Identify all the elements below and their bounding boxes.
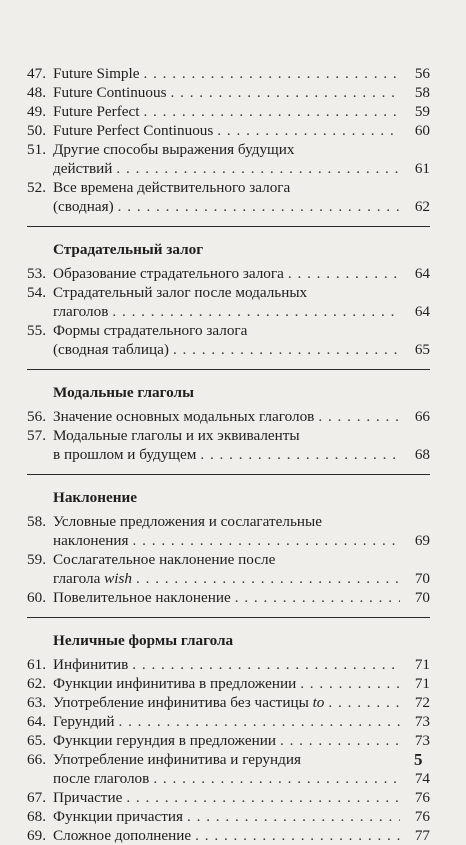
toc-entry bbox=[27, 750, 430, 788]
entry-title: Future Simple bbox=[53, 65, 140, 82]
entry-number: 52. bbox=[27, 179, 46, 196]
entry-number: 56. bbox=[27, 408, 46, 425]
entry-number: 69. bbox=[27, 827, 46, 844]
entry-number: 47. bbox=[27, 65, 46, 82]
toc-entry bbox=[27, 407, 430, 426]
toc-entry bbox=[27, 426, 430, 464]
section-heading: Страдательный залог bbox=[27, 226, 430, 259]
entry-page: 66 bbox=[414, 408, 430, 425]
section-heading: Модальные глаголы bbox=[27, 369, 430, 402]
toc-entry bbox=[27, 674, 430, 693]
toc-entry bbox=[27, 693, 430, 712]
entry-number: 57. bbox=[27, 427, 46, 444]
dot-leader bbox=[153, 769, 400, 788]
entry-number: 54. bbox=[27, 284, 46, 301]
entry-page: 76 bbox=[414, 808, 430, 825]
entry-title: Страдательный залог после модальных bbox=[53, 284, 308, 301]
toc-entry bbox=[27, 655, 430, 674]
dot-leader bbox=[126, 788, 400, 807]
dot-leader bbox=[318, 407, 400, 426]
toc-entry bbox=[27, 807, 430, 826]
title-text: Употребление инфинитива без частицы bbox=[53, 694, 313, 711]
entry-number: 65. bbox=[27, 732, 46, 749]
entry-page: 73 bbox=[414, 732, 430, 749]
dot-leader bbox=[328, 693, 400, 712]
entry-page: 71 bbox=[414, 656, 430, 673]
page-number: 5 bbox=[414, 750, 423, 769]
toc-entry bbox=[27, 121, 430, 140]
entry-title-cont bbox=[53, 569, 132, 588]
dot-leader bbox=[300, 674, 400, 693]
toc-entry bbox=[27, 102, 430, 121]
dot-leader bbox=[217, 121, 400, 140]
title-italic: to bbox=[312, 694, 325, 711]
entry-page: 71 bbox=[414, 675, 430, 692]
entry-number: 64. bbox=[27, 713, 46, 730]
table-of-contents bbox=[27, 64, 430, 845]
entry-number: 60. bbox=[27, 589, 46, 606]
entry-number: 53. bbox=[27, 265, 46, 282]
entry-page: 77 bbox=[414, 827, 430, 844]
entry-number: 51. bbox=[27, 141, 46, 158]
toc-entry bbox=[27, 588, 430, 607]
entry-title: Значение основных модальных глаголов bbox=[53, 408, 315, 425]
dot-leader bbox=[173, 340, 400, 359]
toc-entry bbox=[27, 321, 430, 359]
dot-leader bbox=[235, 588, 400, 607]
toc-entry bbox=[27, 788, 430, 807]
toc-entry bbox=[27, 264, 430, 283]
entry-title bbox=[53, 693, 324, 712]
toc-entry bbox=[27, 64, 430, 83]
dot-leader bbox=[143, 102, 400, 121]
entry-number: 49. bbox=[27, 103, 46, 120]
dot-leader bbox=[143, 64, 400, 83]
dot-leader bbox=[187, 807, 400, 826]
dot-leader bbox=[195, 826, 400, 845]
dot-leader bbox=[133, 531, 400, 550]
entry-title-cont: (сводная) bbox=[53, 198, 114, 215]
entry-page: 76 bbox=[414, 789, 430, 806]
dot-leader bbox=[288, 264, 400, 283]
entry-number: 50. bbox=[27, 122, 46, 139]
dot-leader bbox=[116, 159, 400, 178]
section-heading: Неличные формы глагола bbox=[27, 617, 430, 650]
entry-title: Другие способы выражения будущих bbox=[53, 141, 295, 158]
toc-entry bbox=[27, 512, 430, 550]
entry-title-cont: действий bbox=[53, 160, 113, 177]
dot-leader bbox=[171, 83, 401, 102]
toc-entry bbox=[27, 178, 430, 216]
entry-number: 55. bbox=[27, 322, 46, 339]
title-text: глагола bbox=[53, 570, 105, 587]
entry-title: Образование страдательного залога bbox=[53, 265, 284, 282]
dot-leader bbox=[280, 731, 400, 750]
entry-page: 72 bbox=[414, 694, 430, 711]
entry-title: Причастие bbox=[53, 789, 123, 806]
toc-entry bbox=[27, 826, 430, 845]
entry-number: 68. bbox=[27, 808, 46, 825]
toc-entry bbox=[27, 731, 430, 750]
entry-page: 65 bbox=[414, 341, 430, 358]
entry-page: 64 bbox=[414, 265, 430, 282]
entry-title: Future Perfect bbox=[53, 103, 140, 120]
entry-title-cont: наклонения bbox=[53, 532, 129, 549]
entry-title: Функции инфинитива в предложении bbox=[53, 675, 297, 692]
entry-page: 59 bbox=[414, 103, 430, 120]
entry-page: 64 bbox=[414, 303, 430, 320]
entry-title: Сложное дополнение bbox=[53, 827, 192, 844]
entry-page: 74 bbox=[414, 770, 430, 787]
entry-number: 67. bbox=[27, 789, 46, 806]
toc-entry bbox=[27, 712, 430, 731]
entry-title: Future Perfect Continuous bbox=[53, 122, 214, 139]
dot-leader bbox=[112, 302, 400, 321]
entry-title: Сослагательное наклонение после bbox=[53, 551, 276, 568]
entry-page: 69 bbox=[414, 532, 430, 549]
entry-title: Future Continuous bbox=[53, 84, 167, 101]
entry-page: 68 bbox=[414, 446, 430, 463]
dot-leader bbox=[132, 655, 400, 674]
title-italic: wish bbox=[104, 570, 132, 587]
entry-number: 66. bbox=[27, 751, 46, 768]
entry-title: Герундий bbox=[53, 713, 115, 730]
entry-title: Инфинитив bbox=[53, 656, 129, 673]
toc-entry bbox=[27, 83, 430, 102]
entry-page: 58 bbox=[414, 84, 430, 101]
toc-entry bbox=[27, 140, 430, 178]
entry-page: 62 bbox=[414, 198, 430, 215]
section-heading: Наклонение bbox=[27, 474, 430, 507]
entry-number: 62. bbox=[27, 675, 46, 692]
entry-title-cont: в прошлом и будущем bbox=[53, 446, 197, 463]
entry-title-cont: глаголов bbox=[53, 303, 109, 320]
dot-leader bbox=[200, 445, 400, 464]
entry-title: Все времена действительного залога bbox=[53, 179, 291, 196]
entry-title-cont: после глаголов bbox=[53, 770, 150, 787]
entry-number: 61. bbox=[27, 656, 46, 673]
entry-page: 60 bbox=[414, 122, 430, 139]
dot-leader bbox=[136, 569, 400, 588]
toc-entry bbox=[27, 283, 430, 321]
entry-number: 58. bbox=[27, 513, 46, 530]
entry-title: Модальные глаголы и их эквиваленты bbox=[53, 427, 300, 444]
dot-leader bbox=[118, 712, 400, 731]
entry-number: 48. bbox=[27, 84, 46, 101]
entry-title: Употребление инфинитива и герундия bbox=[53, 751, 301, 768]
entry-number: 59. bbox=[27, 551, 46, 568]
entry-page: 73 bbox=[414, 713, 430, 730]
entry-page: 61 bbox=[414, 160, 430, 177]
entry-number: 63. bbox=[27, 694, 46, 711]
entry-page: 70 bbox=[414, 570, 430, 587]
dot-leader bbox=[118, 197, 400, 216]
entry-page: 70 bbox=[414, 589, 430, 606]
entry-title: Повелительное наклонение bbox=[53, 589, 231, 606]
entry-title: Условные предложения и сослагательные bbox=[53, 513, 322, 530]
entry-title: Функции герундия в предложении bbox=[53, 732, 276, 749]
toc-entry bbox=[27, 550, 430, 588]
entry-title: Функции причастия bbox=[53, 808, 183, 825]
entry-title: Формы страдательного залога bbox=[53, 322, 248, 339]
entry-title-cont: (сводная таблица) bbox=[53, 341, 169, 358]
entry-page: 56 bbox=[414, 65, 430, 82]
